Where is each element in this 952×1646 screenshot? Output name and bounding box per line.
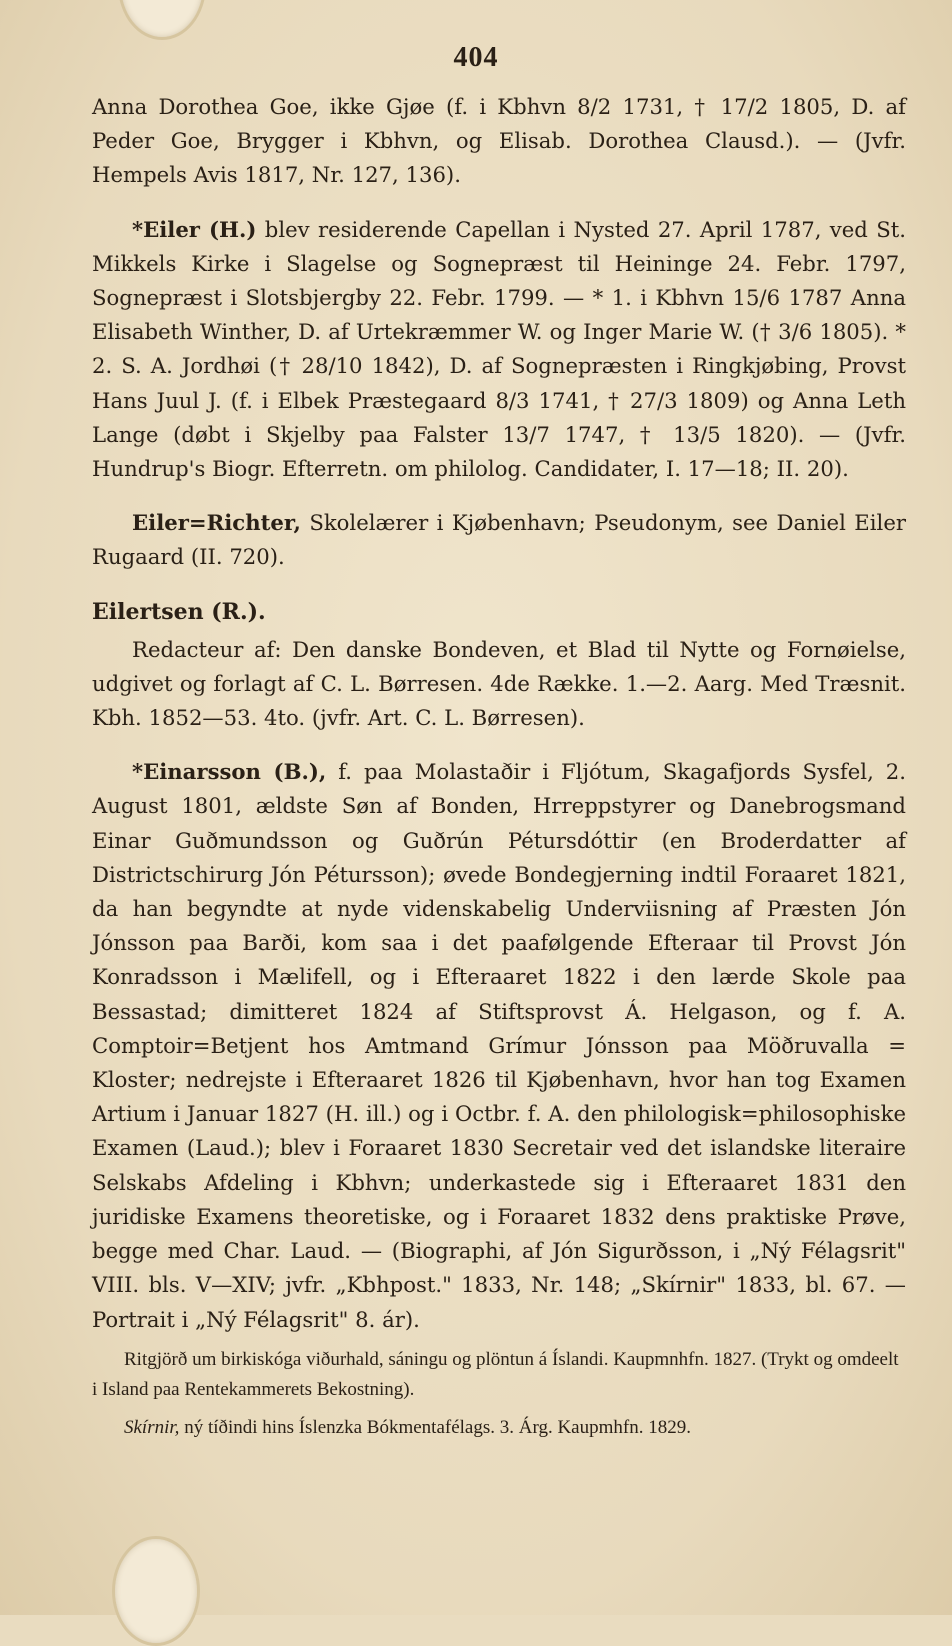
entry-einarsson [92, 755, 906, 1336]
entry-eiler-headword: *Eiler (H.) [132, 216, 257, 242]
entry-eilertsen-text: Redacteur af: Den danske Bondeven, et Blad til Nytte og Fornøielse, udgivet og forlagt af C. L. Børresen. 4de Række. 1.—2. Aarg. Med Træsnit. Kbh. 1852—53. 4to. (jvfr. Art. C. L. Børresen). [92, 636, 906, 731]
page-body [92, 90, 906, 1443]
entry-einarsson-work-ritgjord: Ritgjörð um birkiskóga viðurhald, sáningu og plöntun á Íslandi. Kaupmnhfn. 1827. (Trykt og omdeelt i Island paa Rentekammerets Bekostning). [92, 1348, 899, 1400]
work-skirnir-rest: ný tíðindi hins Íslenzka Bókmentafélags. 3. Árg. Kaupmhfn. 1829. [184, 1416, 691, 1438]
page-number: 404 [453, 42, 499, 73]
entry-eiler [92, 213, 906, 487]
entry-einarsson-work-skirnir [92, 1413, 906, 1443]
entry-eiler-richter-headword: Eiler=Richter, [132, 510, 301, 536]
entry-einarsson-text: f. paa Molastaðir i Fljótum, Skagafjords Sysfel, 2. August 1801, ældste Søn af Bonden, Hrreppstyrer og Danebrogsmand Einar Guðmundsson og Guðrún Pétursdóttir (en Broderdatter af Districtschirurg Jón Pétursson); øvede Bondegjerning indtil Foraaret 1821, da han begyndte at nyde videnskabelig Underviisning af Præsten Jón Jónsson paa Barði, kom saa i det paafølgende Efteraar til Provst Jón Konradsson i Mælifell, og i Efteraaret 1822 i den lærde Skole paa Bessastad; dimitteret 1824 af Stiftsprovst Á. Helgason, og f. A. Comptoir=Betjent hos Amtmand Grímur Jónsson paa Möðruvalla = Kloster; nedrejste i Efteraaret 1826 til Kjøbenhavn, hvor han tog Examen Artium i Januar 1827 (H. ill.) og i Octbr. f. A. den philologisk=philosophiske Examen (Laud.); blev i Foraaret 1830 Secretair ved det islandske literaire Selskabs Afdeling i Kbhvn; underkastede sig i Efteraaret 1831 den juridiske Examens theoretiske, og i Foraaret 1832 dens praktiske Prøve, begge med Char. Laud. — (Biographi, af Jón Sigurðsson, i „Ný Félagsrit" VIII. bls. V—XIV; jvfr. „Kbhpost." 1833, Nr. 148; „Skírnir" 1833, bl. 67. — Portrait i „Ný Félagsrit" 8. ár). [92, 759, 906, 1332]
punch-hole-top [118, 0, 206, 40]
work-skirnir-title: Skírnir, [124, 1416, 180, 1438]
entry-goe-continuation: Anna Dorothea Goe, ikke Gjøe (f. i Kbhvn 8/2 1731, † 17/2 1805, D. af Peder Goe, Brygger i Kbhvn, og Elisab. Dorothea Clausd.). — (Jvfr. Hempels Avis 1817, Nr. 127, 136). [92, 94, 906, 188]
punch-hole-bottom [112, 1536, 200, 1646]
entry-eiler-richter [92, 506, 906, 574]
entry-einarsson-headword: *Einarsson (B.), [132, 759, 327, 785]
entry-eiler-text: blev residerende Capellan i Nysted 27. April 1787, ved St. Mikkels Kirke i Slagelse og Sognepræst til Heininge 24. Febr. 1797, Sognepræst i Slotsbjergby 22. Febr. 1799. — * 1. i Kbhvn 15/6 1787 Anna Elisabeth Winther, D. af Urtekræmmer W. og Inger Marie W. († 3/6 1805). * 2. S. A. Jordhøi († 28/10 1842), D. af Sognepræsten i Ringkjøbing, Provst Hans Juul J. (f. i Elbek Præstegaard 8/3 1741, † 27/3 1809) og Anna Leth Lange (døbt i Skjelby paa Falster 13/7 1747, † 13/5 1820). — (Jvfr. Hundrup's Biogr. Efterretn. om philolog. Candidater, I. 17—18; II. 20). [92, 216, 906, 482]
entry-eilertsen-headword: Eilertsen (R.). [92, 598, 266, 625]
entry-eiler-richter-text: Skolelærer i Kjøbenhavn; Pseudonym, see Daniel Eiler Rugaard (II. 720). [92, 510, 906, 570]
